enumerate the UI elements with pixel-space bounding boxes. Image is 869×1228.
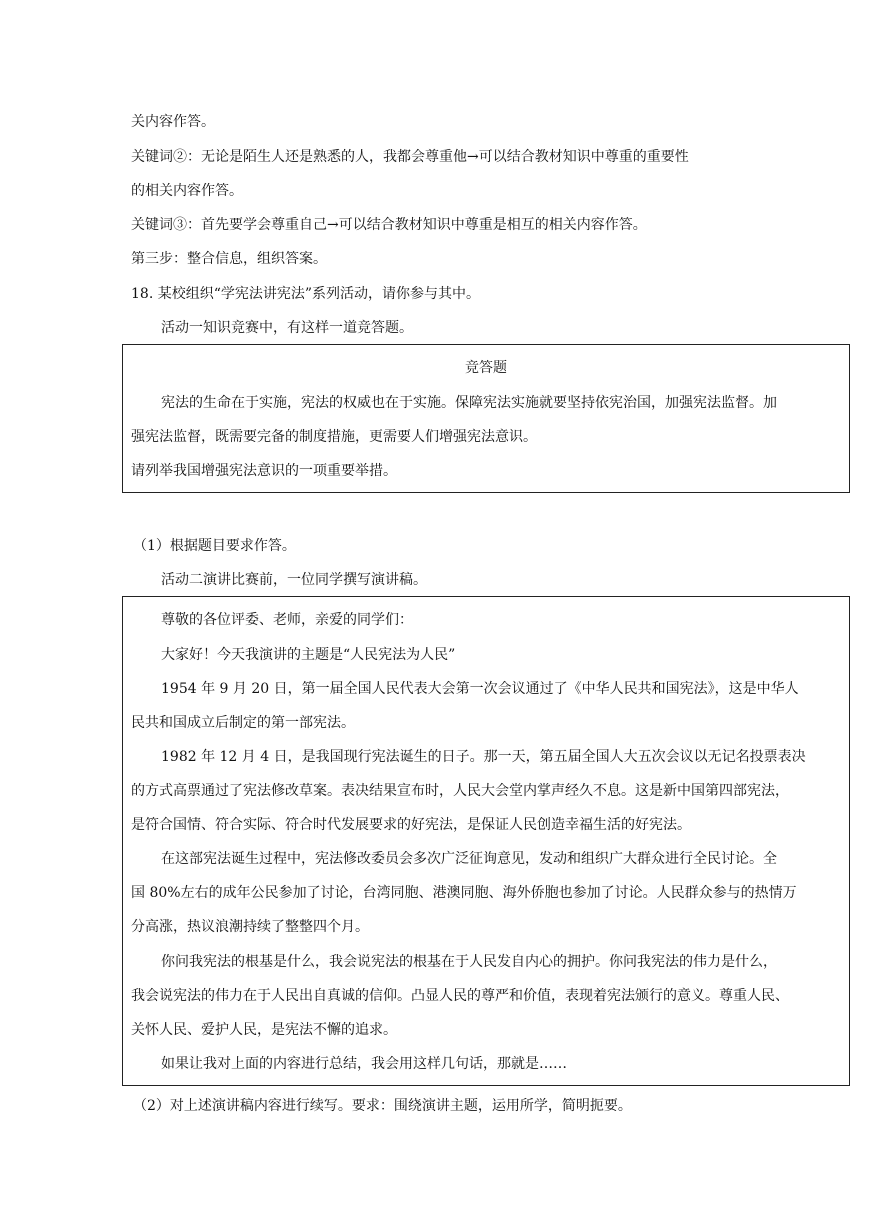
analysis-keyword-3: 关键词③：首先要学会尊重自己→可以结合教材知识中尊重是相互的相关内容作答。 <box>131 217 647 233</box>
quiz-box-paragraph-line: 宪法的生命在于实施，宪法的权威也在于实施。保障宪法实施就要坚持依宪治国，加强宪法监督。加 <box>161 395 777 411</box>
question-intro: 18. 某校组织“学宪法讲宪法”系列活动，请你参与其中。 <box>131 286 481 302</box>
activity-1-text: 活动一知识竞赛中，有这样一道竞答题。 <box>161 320 413 336</box>
subquestion-2: （2）对上述演讲稿内容进行续写。要求：围绕演讲主题，运用所学，简明扼要。 <box>133 1098 632 1114</box>
analysis-keyword-2: 关键词②：无论是陌生人还是熟悉的人，我都会尊重他→可以结合教材知识中尊重的重要性 <box>131 149 689 165</box>
analysis-line: 关内容作答。 <box>131 114 215 130</box>
quiz-box-paragraph-line: 强宪法监督，既需要完备的制度措施，更需要人们增强宪法意识。 <box>131 429 537 445</box>
speech-paragraph-line: 国 80%左右的成年公民参加了讨论，台湾同胞、港澳同胞、海外侨胞也参加了讨论。人民群众参与的热情万 <box>131 885 797 901</box>
analysis-line: 的相关内容作答。 <box>131 183 243 199</box>
quiz-box-title: 竞答题 <box>465 360 507 376</box>
speech-paragraph-line: 你问我宪法的根基是什么，我会说宪法的根基在于人民发自内心的拥护。你问我宪法的伟力是什么， <box>161 954 777 970</box>
speech-paragraph-line: 在这部宪法诞生过程中，宪法修改委员会多次广泛征询意见，发动和组织广大群众进行全民讨论。全 <box>161 851 777 867</box>
speech-opening: 大家好！今天我演讲的主题是“人民宪法为人民” <box>161 647 456 663</box>
analysis-step-3: 第三步：整合信息，组织答案。 <box>131 251 327 267</box>
speech-paragraph-line: 民共和国成立后制定的第一部宪法。 <box>131 715 355 731</box>
speech-closing: 如果让我对上面的内容进行总结，我会用这样几句话，那就是…… <box>161 1056 567 1072</box>
speech-paragraph-line: 的方式高票通过了宪法修改草案。表决结果宣布时，人民大会堂内掌声经久不息。这是新中国第四部宪法， <box>131 783 789 799</box>
speech-paragraph-line: 1982 年 12 月 4 日，是我国现行宪法诞生的日子。那一天，第五届全国人大五次会议以无记名投票表决 <box>161 749 806 765</box>
speech-paragraph-line: 分高涨，热议浪潮持续了整整四个月。 <box>131 919 369 935</box>
speech-paragraph-line: 是符合国情、符合实际、符合时代发展要求的好宪法，是保证人民创造幸福生活的好宪法。 <box>131 817 691 833</box>
speech-greeting: 尊敬的各位评委、老师，亲爱的同学们： <box>161 612 413 628</box>
subquestion-1: （1）根据题目要求作答。 <box>133 538 296 554</box>
speech-paragraph-line: 关怀人民、爱护人民，是宪法不懈的追求。 <box>131 1022 397 1038</box>
quiz-box-prompt: 请列举我国增强宪法意识的一项重要举措。 <box>131 463 397 479</box>
activity-2-text: 活动二演讲比赛前，一位同学撰写演讲稿。 <box>161 572 427 588</box>
speech-draft-box <box>122 596 850 1086</box>
speech-paragraph-line: 1954 年 9 月 20 日，第一届全国人民代表大会第一次会议通过了《中华人民共和国宪法》，这是中华人 <box>161 681 799 697</box>
speech-paragraph-line: 我会说宪法的伟力在于人民出自真诚的信仰。凸显人民的尊严和价值，表现着宪法颁行的意义。尊重人民、 <box>131 988 789 1004</box>
